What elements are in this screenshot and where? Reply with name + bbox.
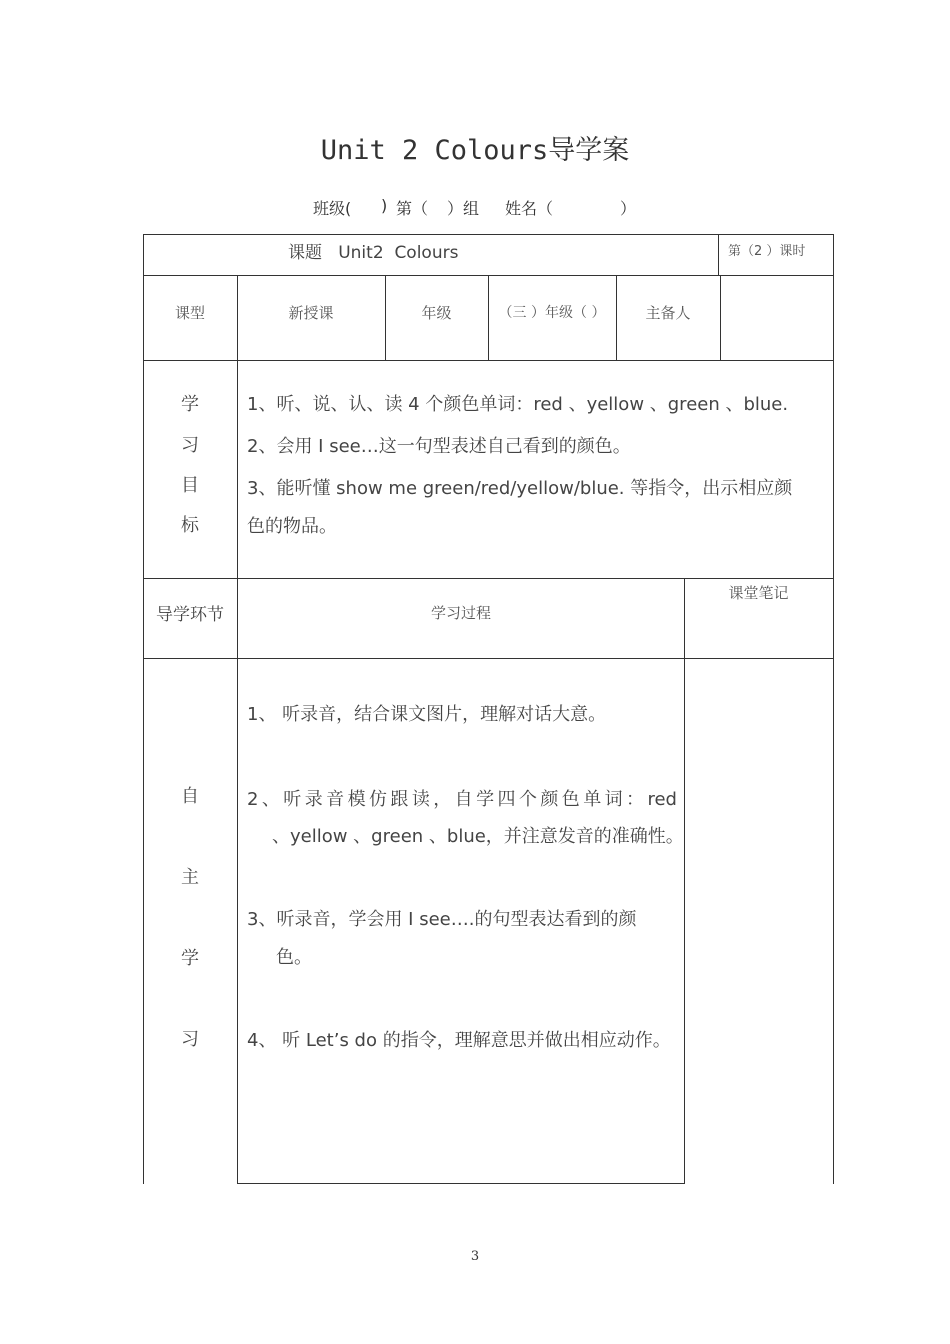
- name-close: ）: [620, 199, 637, 218]
- self-study-item: 2、听录音模仿跟读，自学四个颜色单词：red: [247, 789, 677, 810]
- self-study-item: 、yellow 、green 、blue，并注意发音的准确性。: [272, 826, 684, 847]
- type-label: 课型: [174, 304, 205, 322]
- class-close: ): [381, 196, 388, 215]
- class-label: 班级(: [313, 199, 352, 218]
- process-header: 学习过程: [430, 604, 491, 622]
- grade-value: （三 ）年级（ ）: [498, 305, 606, 321]
- self-study-item: 色。: [276, 947, 312, 968]
- type-value: 新授课: [288, 304, 334, 322]
- self-study-side-char: 自: [181, 786, 199, 807]
- group-close: ）组: [447, 199, 480, 218]
- objectives-side-char: 目: [181, 475, 199, 496]
- objective-item: 3、能听懂 show me green/red/yellow/blue. 等指令，出示相应颜: [247, 478, 793, 499]
- lesson-topic: 课题 Unit2 Colours: [288, 243, 459, 263]
- name-label: 姓名（: [505, 199, 554, 218]
- lesson-period: 第（2 ）课时: [728, 244, 806, 259]
- page-number: 3: [470, 1249, 480, 1264]
- document-title: Unit 2 Colours导学案: [320, 135, 630, 166]
- notes-header: 课堂笔记: [728, 584, 789, 602]
- objective-item: 色的物品。: [247, 516, 337, 537]
- stage-header: 导学环节: [156, 605, 224, 625]
- group-label: 第（: [396, 199, 429, 218]
- objectives-side-char: 标: [181, 515, 199, 536]
- objectives-side-char: 习: [181, 435, 199, 456]
- grade-label: 年级: [421, 304, 452, 322]
- self-study-item: 1、 听录音，结合课文图片，理解对话大意。: [247, 704, 607, 725]
- self-study-side-char: 主: [181, 867, 199, 888]
- self-study-side-char: 学: [181, 948, 199, 969]
- self-study-item: 3、听录音，学会用 I see….的句型表达看到的颜: [247, 909, 637, 930]
- self-study-side-char: 习: [181, 1029, 199, 1050]
- objective-item: 2、会用 I see…这一句型表述自己看到的颜色。: [247, 436, 631, 457]
- self-study-item: 4、 听 Let’s do 的指令，理解意思并做出相应动作。: [247, 1030, 671, 1051]
- objective-item: 1、听、说、认、读 4 个颜色单词：red 、yellow 、green 、blue.: [247, 394, 789, 415]
- author-label: 主备人: [645, 304, 691, 322]
- objectives-side-char: 学: [181, 394, 199, 415]
